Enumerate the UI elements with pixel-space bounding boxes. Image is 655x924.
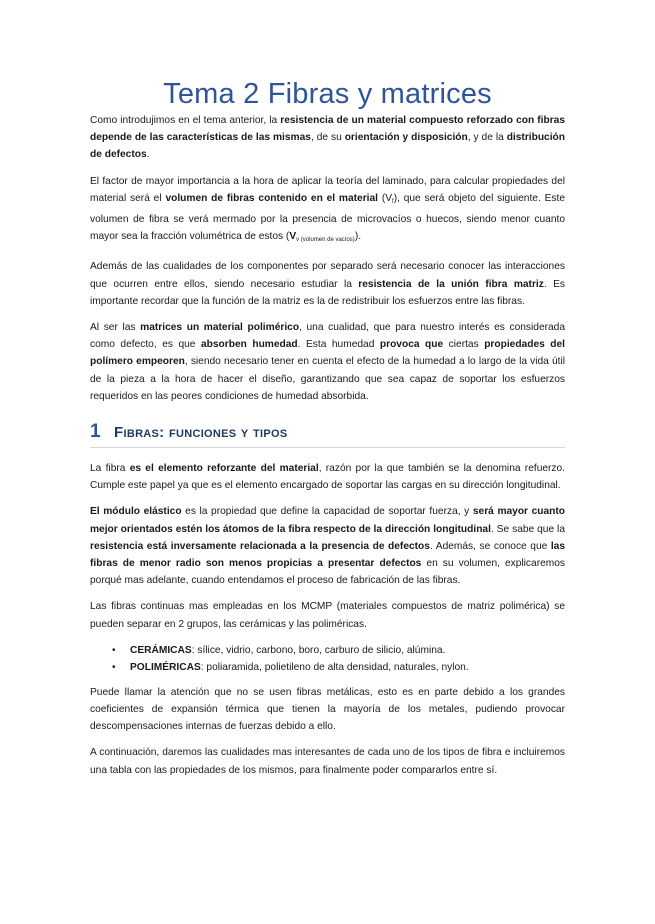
bold-text: será mayor cuanto mejor orientados estén los átomos de la fibra respecto de la dirección longitudinal <box>90 506 566 535</box>
list-item-label: CERÁMICAS <box>130 644 192 656</box>
section-heading <box>90 421 565 448</box>
paragraph-intro <box>90 112 565 164</box>
paragraph-interface <box>90 258 565 310</box>
paragraph-next <box>90 744 565 778</box>
list-item-ceramics <box>112 642 565 659</box>
text-run: , razón por la que también se la denomina refuerzo. Cumple este papel ya que es el elemento encargado de soportar las cargas en su dirección longitudinal. <box>90 463 566 492</box>
subscript-text: v (volumen de vacíos) <box>296 237 355 244</box>
bullet-icon: • <box>112 644 116 656</box>
text-run: , una cualidad, que para nuestro interés es considerada como defecto, es que <box>90 322 565 351</box>
bold-text: volumen de fibras contenido en el material <box>165 192 378 204</box>
text-run: . <box>146 149 150 161</box>
bold-text: provoca que <box>379 339 444 351</box>
paragraph-humidity <box>90 319 565 405</box>
text-run: , y de la <box>467 132 507 144</box>
list-item-polymers <box>112 659 565 676</box>
text-run: en su volumen, explicaremos porqué mas adelante, cuando entendamos el proceso de fabricación de las fibras. <box>90 558 565 587</box>
bullet-icon: • <box>112 661 116 673</box>
bold-text: El módulo elástico <box>90 506 182 518</box>
section-number: 1 <box>90 421 101 443</box>
text-run: . Se sabe que la <box>490 523 565 535</box>
text-run: Al ser las <box>90 322 141 334</box>
text-run: ciertas <box>443 339 485 351</box>
bold-text: es el elemento reforzante del material <box>129 463 319 475</box>
bold-text: las fibras de menor radio son menos propicias a presentar defectos <box>90 540 566 570</box>
page-title: Tema 2 Fibras y matrices <box>163 78 492 110</box>
list-item-text: : poliaramida, polietileno de alta densidad, naturales, nylon. <box>200 661 469 673</box>
bold-text: distribución de defectos <box>90 132 565 161</box>
text-run: . Esta humedad <box>297 339 380 351</box>
bold-text: orientación y disposición <box>344 132 468 144</box>
bold-text: resistencia está inversamente relacionada a la presencia de defectos <box>90 540 430 552</box>
document-page <box>0 76 655 924</box>
text-run: . Además, se conoce que <box>429 540 551 552</box>
bold-text: matrices un material polimérico <box>140 322 300 334</box>
paragraph-fiber-volume <box>90 173 565 250</box>
list-item-label: POLIMÉRICAS <box>130 661 201 673</box>
bold-text: V <box>289 231 297 243</box>
paragraph-elastic-modulus <box>90 503 565 589</box>
paragraph-metal-fibers <box>90 684 565 736</box>
text-run: A continuación, daremos las cualidades mas interesantes de cada uno de los tipos de fibra e incluiremos una tabla con las propiedades de los mismos, para finalmente poder compararlos entre sí. <box>90 747 565 776</box>
text-run: La fibra <box>90 463 130 475</box>
bold-text: resistencia de la unión fibra matriz <box>358 278 544 290</box>
text-run: es la propiedad que define la capacidad de soportar fuerza, y <box>181 506 473 518</box>
text-run: (V <box>378 192 393 204</box>
bold-text: resistencia de un material compuesto reforzado con fibras depende de las características de las mismas <box>90 115 565 144</box>
list-item-text: : sílice, vidrio, carbono, boro, carburo de silicio, alúmina. <box>191 644 446 656</box>
text-run: Como introdujimos en el tema anterior, la <box>90 115 281 126</box>
section-title: Fibras: funciones y tipos <box>114 424 288 442</box>
text-run: Las fibras continuas mas empleadas en los MCMP (materiales compuestos de matriz polimérica) se pueden separar en 2 grupos, las cerámicas y las poliméricas. <box>90 601 565 630</box>
bold-text: absorben humedad <box>200 339 298 351</box>
paragraph-fiber-groups <box>90 598 565 632</box>
fiber-type-list <box>90 642 565 676</box>
text-run: , siendo necesario tener en cuenta el efecto de la humedad a lo largo de la vida útil de la pieza a la hora de hacer el diseño, garantizando que sea capaz de soportar los esfuerzos requeridos en las peores condiciones de humedad absorbida. <box>90 356 565 402</box>
text-run: . Es importante recordar que la función de la matriz es la de redistribuir los esfuerzos entre las fibras. <box>90 278 565 307</box>
text-run: , de su <box>310 132 345 144</box>
text-run: Puede llamar la atención que no se usen fibras metálicas, esto es en parte debido a los grandes coeficientes de expansión térmica que tienen la mayoría de los metales, pudiendo provocar descompensaciones internas de fuerzas debido a ello. <box>90 686 565 733</box>
text-run: ), que será objeto del siguiente. Este volumen de fibra se verá mermado por la presencia de microvacíos o huecos, siendo menor cuanto mayor sea la fracción volumétrica de estos ( <box>90 192 565 243</box>
text-run: ). <box>354 231 362 243</box>
text-run: Además de las cualidades de los componentes por separado será necesario conocer las interacciones que ocurren entre ellos, siendo necesario estudiar la <box>90 261 565 290</box>
paragraph-fiber-role <box>90 460 565 494</box>
bold-text: propiedades del polímero empeoren <box>90 339 566 368</box>
subscript-text: f <box>392 198 394 205</box>
text-run: El factor de mayor importancia a la hora de aplicar la teoría del laminado, para calcular propiedades del material será el <box>90 175 565 204</box>
